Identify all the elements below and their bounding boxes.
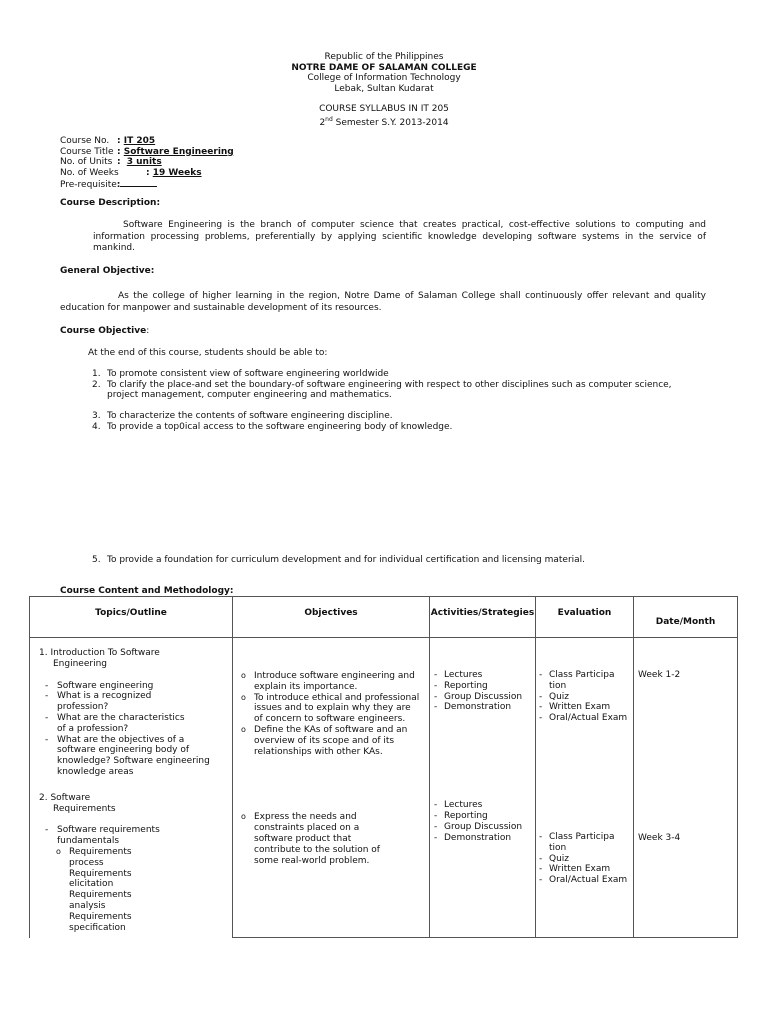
activity-item: - Lectures: [434, 800, 531, 811]
semester-line: [0, 115, 768, 129]
objective-text: To characterize the contents of software engineering discipline.: [107, 411, 393, 421]
objective-item: [92, 369, 389, 380]
objective-text: To clarify the place-and set the boundary-of software engineering with respect to other disciplines such as computer science,: [107, 379, 672, 390]
objective-number: 5.: [92, 555, 101, 565]
objective-number: 2.: [92, 379, 101, 390]
topic-item: - What are the objectives of a software engineering body of knowledge? Software engineering knowledge areas: [39, 735, 214, 778]
objective-item: [92, 411, 393, 422]
topic-title: 1. Introduction To Software: [39, 648, 160, 658]
column-header-evaluation: Evaluation: [536, 597, 634, 638]
header-block: [0, 52, 768, 128]
objectives-list: [239, 671, 421, 757]
topic-title-cont: Requirements: [53, 803, 116, 814]
objective-bullet: o Express the needs and constraints placed on a software product that contribute to the solution of some real-world problem.: [239, 812, 389, 866]
prerequisite-row: [60, 178, 157, 191]
weeks-sep: :: [146, 167, 153, 178]
weeks-label: No. of Weeks: [60, 167, 119, 178]
semester-number: 2: [319, 117, 326, 128]
college-name: NOTRE DAME OF SALAMAN COLLEGE: [291, 62, 477, 73]
course-objective-title: Course Objective: [60, 326, 147, 336]
objective-item-continued: [92, 390, 392, 401]
units-sep: :: [117, 157, 124, 167]
activities-list: [434, 800, 531, 843]
objective-text: project management, computer engineering and mathematics.: [107, 390, 392, 400]
topic-item: - What are the characteristics of a profession?: [39, 713, 189, 735]
activity-item: - Group Discussion: [434, 692, 531, 703]
activity-item: - Lectures: [434, 670, 531, 681]
course-no-sep: :: [117, 136, 124, 146]
topic-subitem-text: Requirements process: [69, 846, 132, 868]
republic-line: Republic of the Philippines: [324, 52, 444, 62]
course-content-table: [29, 596, 738, 938]
topic-subitem-text: Requirements specification: [69, 911, 132, 933]
general-objective-text: As the college of higher learning in the region, Notre Dame of Salaman College shall continuously offer relevant and quality education for manpower and sustainable development of its resources.: [60, 291, 706, 313]
evaluation-item: - Quiz: [539, 854, 629, 865]
course-content-heading: Course Content and Methodology:: [60, 586, 234, 596]
column-header-topics: Topics/Outline: [30, 597, 233, 638]
course-objective-colon: :: [146, 326, 150, 336]
course-description-heading: Course Description:: [60, 198, 161, 208]
semester-suffix: nd: [325, 115, 333, 123]
units-label: No. of Units: [60, 157, 113, 167]
course-title-sep: :: [117, 146, 124, 157]
prerequisite-label: Pre-requisite: [60, 180, 117, 190]
objective-item: [92, 422, 452, 433]
topic-item: - What is a recognized profession?: [39, 691, 174, 713]
evaluation-item: - Oral/Actual Exam: [539, 713, 629, 724]
topic-sublist: [39, 847, 149, 933]
department-name: College of Information Technology: [307, 73, 461, 83]
course-objective-intro: At the end of this course, students should be able to:: [88, 348, 328, 358]
course-objective-heading: [60, 326, 149, 336]
weeks-value: 19 Weeks: [152, 167, 202, 178]
semester-text: Semester S.Y. 2013-2014: [332, 117, 449, 128]
date-value: Week 3-4: [638, 832, 681, 843]
activities-list: [434, 670, 531, 713]
activity-item: - Reporting: [434, 681, 531, 692]
evaluation-item: - Written Exam: [539, 864, 629, 875]
objective-text: To provide a foundation for curriculum development and for individual certification and licensing material.: [107, 555, 586, 565]
activities-cell: [430, 638, 536, 938]
units-value: 3 units: [126, 157, 162, 167]
objective-bullet: o Define the KAs of software and an overview of its scope and of its relationships with other KAs.: [239, 725, 421, 757]
prerequisite-blank: [120, 178, 157, 187]
objectives-cell: [233, 638, 430, 938]
topic-cell: [30, 638, 233, 938]
objective-number: 3.: [92, 411, 101, 421]
date-cell: [634, 638, 738, 938]
course-no-value: IT 205: [123, 136, 156, 146]
evaluation-text: Class Participation: [549, 831, 615, 853]
syllabus-title: COURSE SYLLABUS IN IT 205: [319, 104, 449, 114]
activity-item: - Demonstration: [434, 702, 531, 713]
column-header-activities: Activities/Strategies: [430, 597, 536, 638]
evaluation-list: [539, 670, 629, 724]
evaluation-text: Class Participation: [549, 670, 615, 691]
topic-title-cont: Engineering: [53, 658, 107, 669]
evaluation-item: - Quiz: [539, 692, 629, 703]
course-no-row: [60, 136, 155, 147]
weeks-row: [60, 168, 202, 179]
course-title-row: [60, 147, 242, 158]
table-row: [30, 638, 738, 938]
evaluation-item: [539, 670, 615, 692]
objective-item: [92, 555, 585, 566]
objectives-list: [239, 812, 421, 866]
evaluation-item: - Written Exam: [539, 702, 629, 713]
course-title-value: Software Engineering: [123, 146, 234, 157]
topic-subitem-text: Requirements analysis: [69, 890, 132, 911]
prerequisite-sep: :: [116, 180, 121, 190]
course-title-label: Course Title: [60, 146, 114, 157]
evaluation-cell: [536, 638, 634, 938]
objective-bullet: o Introduce software engineering and explain its importance.: [239, 671, 421, 693]
activity-item: - Group Discussion: [434, 822, 531, 833]
date-value: Week 1-2: [638, 670, 681, 680]
course-description-text: Software Engineering is the branch of computer science that creates practical, cost-effective solutions to computing and information processing problems, preferentially by applying scientific knowledge developing software systems in the service of mankind.: [93, 220, 706, 253]
column-header-date: Date/Month: [634, 597, 738, 638]
college-location: Lebak, Sultan Kudarat: [334, 83, 434, 94]
evaluation-item: [539, 832, 615, 854]
objective-item: [92, 380, 672, 391]
objective-number: 4.: [92, 422, 101, 432]
topic-title: 2. Software: [39, 792, 91, 803]
activity-item: - Reporting: [434, 811, 531, 822]
objective-number: 1.: [92, 369, 101, 379]
units-row: [60, 157, 162, 168]
course-no-label: Course No.: [60, 136, 110, 146]
topic-subitem: [54, 847, 149, 933]
topic-item: - Software requirements fundamentals: [39, 825, 174, 847]
objective-text: To promote consistent view of software engineering worldwide: [107, 369, 389, 379]
objective-bullet: o To introduce ethical and professional issues and to explain why they are of concern to software engineers.: [239, 693, 421, 725]
table-header-row: [30, 597, 738, 638]
objective-text: To provide a top0ical access to the software engineering body of knowledge.: [107, 422, 453, 432]
topic-item: - Software engineering: [39, 681, 226, 692]
general-objective-heading: General Objective:: [60, 266, 155, 276]
evaluation-list: [539, 832, 629, 886]
topic-subitem-text: Requirements elicitation: [69, 868, 132, 890]
column-header-objectives: Objectives: [233, 597, 430, 638]
evaluation-item: - Oral/Actual Exam: [539, 875, 629, 886]
activity-item: - Demonstration: [434, 833, 531, 844]
